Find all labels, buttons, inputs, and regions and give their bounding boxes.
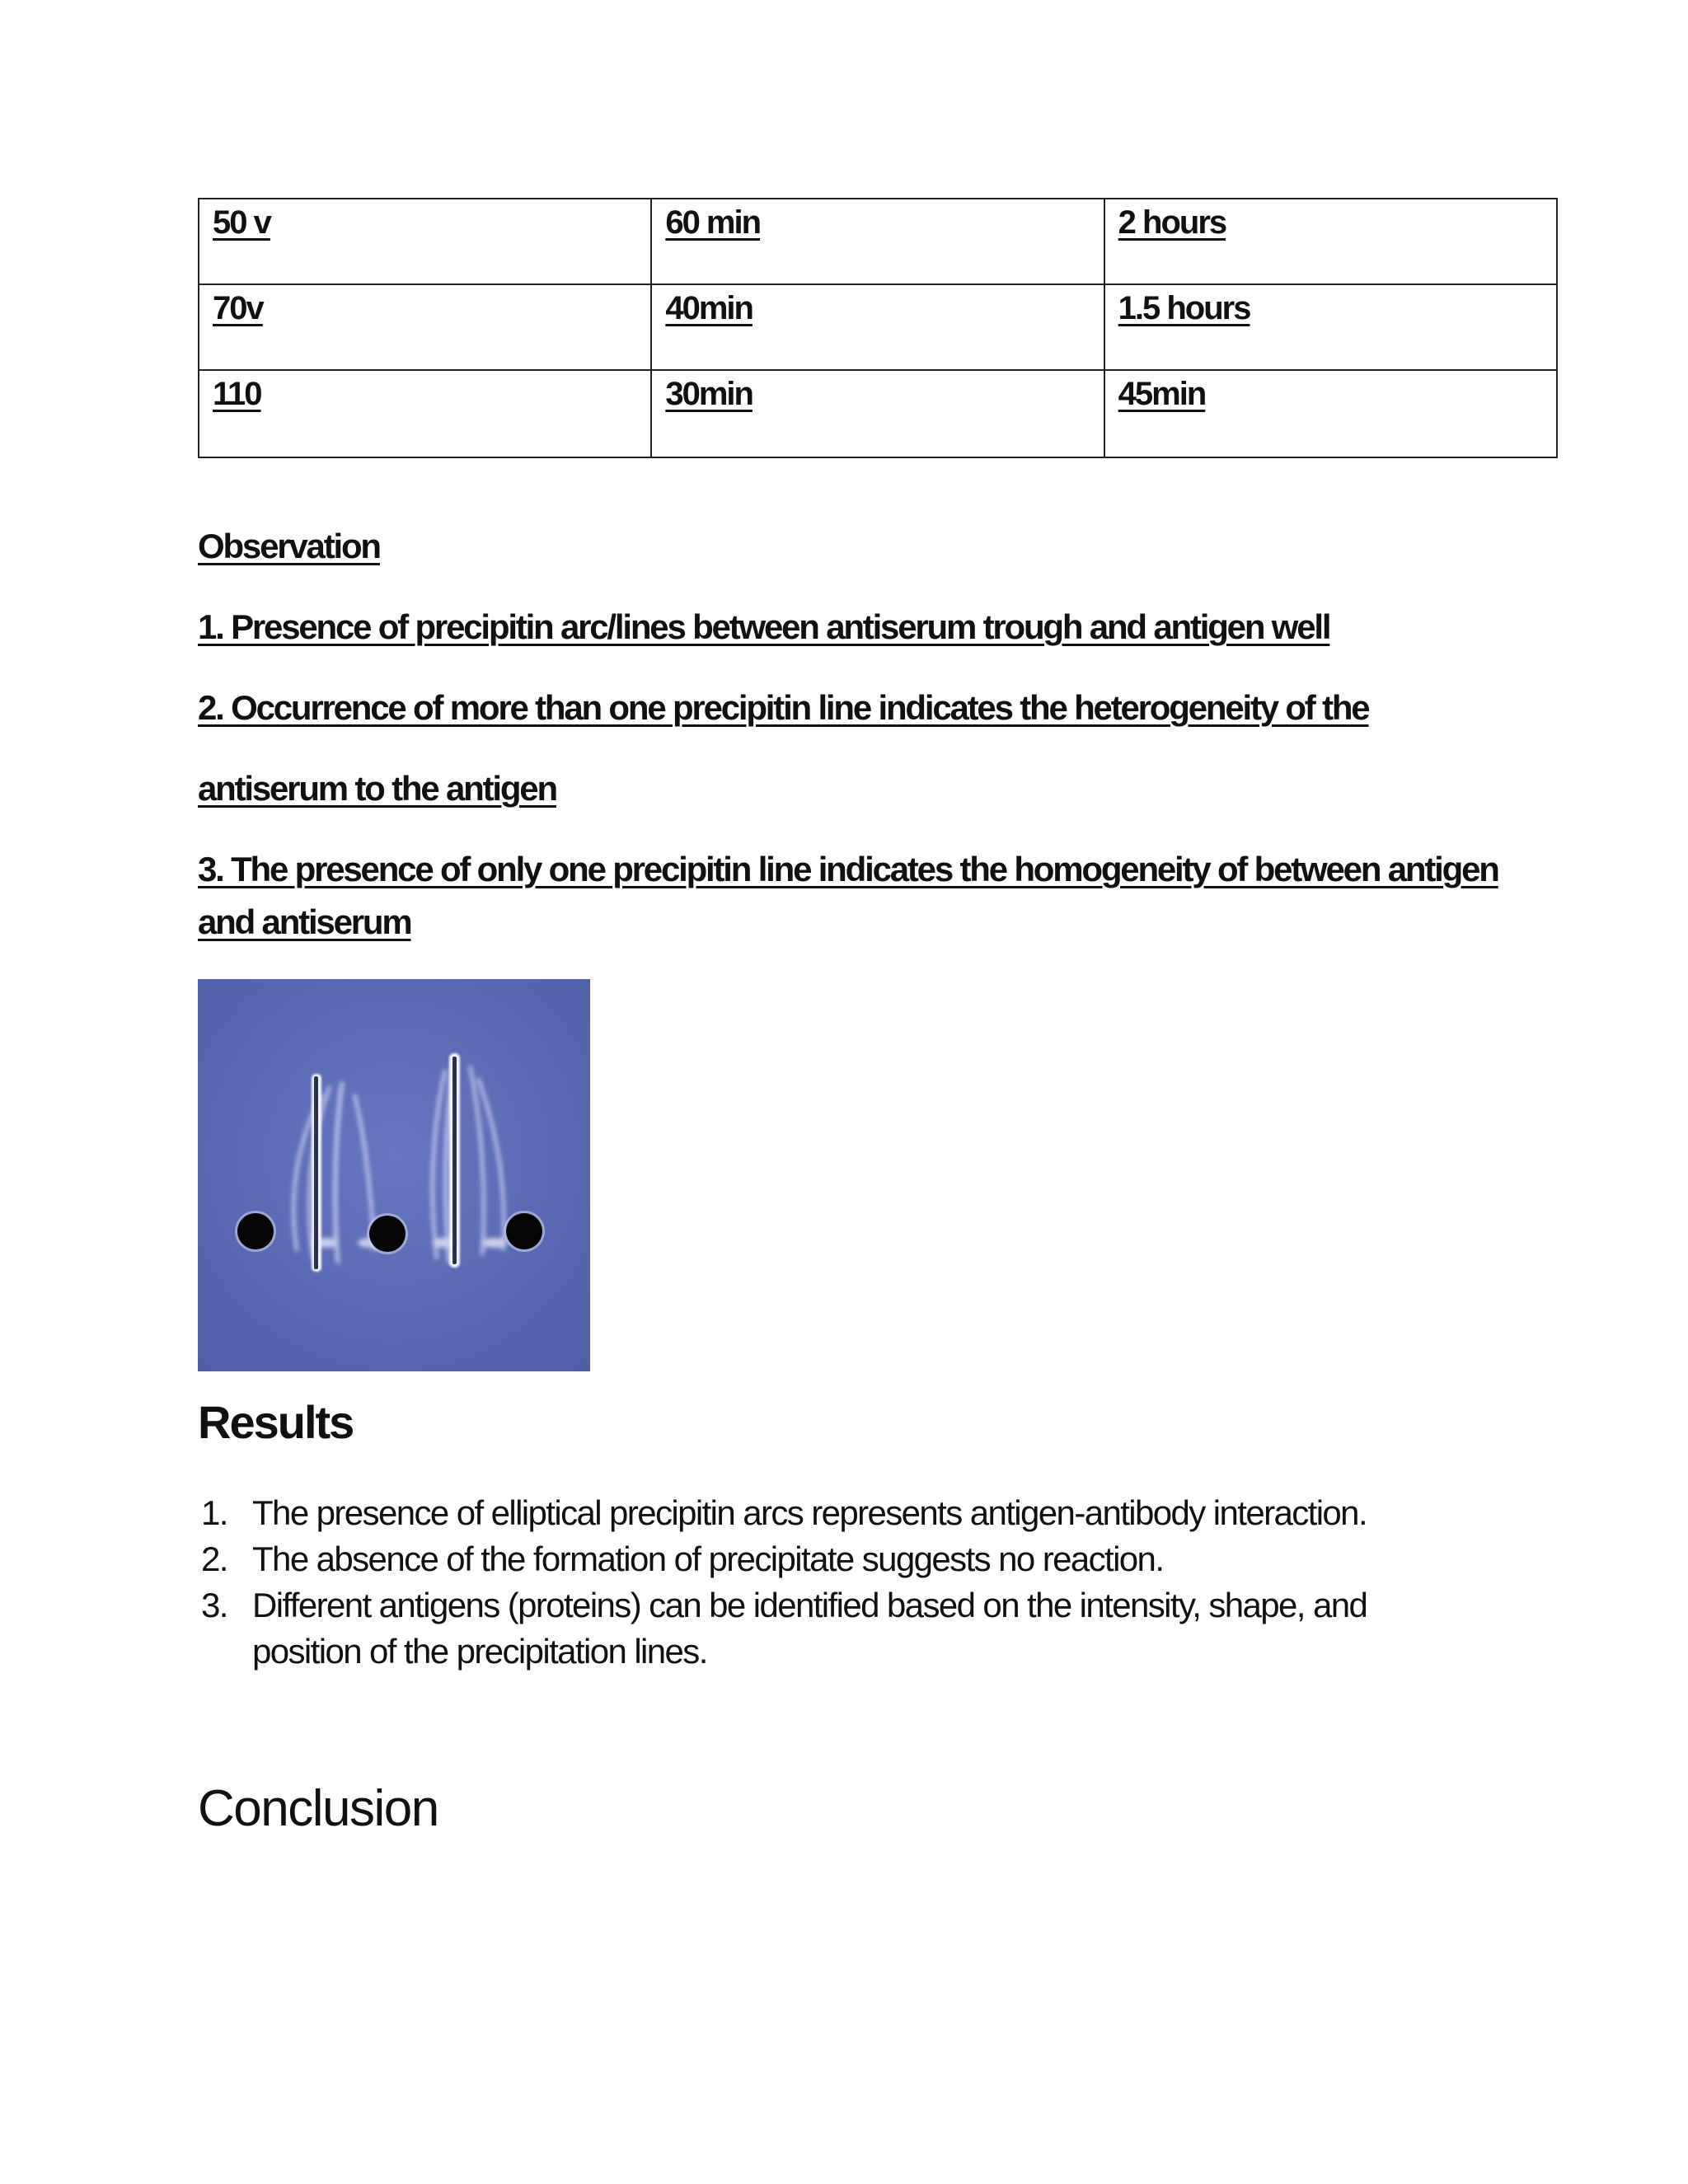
results-list (198, 1490, 1484, 1675)
list-text: The absence of the formation of precipitate suggests no reaction. (252, 1540, 1164, 1578)
list-number: 3. (201, 1586, 227, 1624)
conclusion-heading: Conclusion (198, 1780, 438, 1837)
list-text: The presence of elliptical precipitin arcs represents antigen-antibody interaction. (252, 1493, 1367, 1532)
observation-item-2: 2. Occurrence of more than one precipitin line indicates the heterogeneity of the (198, 688, 1369, 727)
table-row (199, 199, 1557, 284)
gel-background (198, 979, 590, 1371)
table-cell: 70v (199, 284, 651, 370)
observation-heading: Observation (198, 527, 380, 565)
table-cell: 60 min (651, 199, 1104, 284)
observation-item-2-continued: antiserum to the antigen (198, 769, 556, 808)
voltage-time-table (198, 198, 1558, 458)
results-heading: Results (198, 1396, 354, 1448)
list-item (198, 1582, 1484, 1675)
list-item (198, 1536, 1484, 1582)
table-row (199, 284, 1557, 370)
observation-item-3-continued: and antiserum (198, 902, 411, 941)
observation-item-3: 3. The presence of only one precipitin line indicates the homogeneity of between antigen (198, 850, 1498, 888)
immunodiffusion-gel-photo (198, 979, 590, 1371)
table-cell: 45min (1104, 370, 1557, 457)
table-cell: 40min (651, 284, 1104, 370)
table-cell: 2 hours (1104, 199, 1557, 284)
table-row (199, 370, 1557, 457)
table-cell: 1.5 hours (1104, 284, 1557, 370)
list-number: 2. (201, 1540, 227, 1578)
list-number: 1. (201, 1493, 227, 1532)
list-text: Different antigens (proteins) can be identified based on the intensity, shape, and position of the precipitation lines. (252, 1586, 1367, 1671)
observation-item-1: 1. Presence of precipitin arc/lines between antiserum trough and antigen well (198, 607, 1330, 646)
table-cell: 110 (199, 370, 651, 457)
list-item (198, 1490, 1484, 1536)
table-cell: 30min (651, 370, 1104, 457)
table-cell: 50 v (199, 199, 651, 284)
